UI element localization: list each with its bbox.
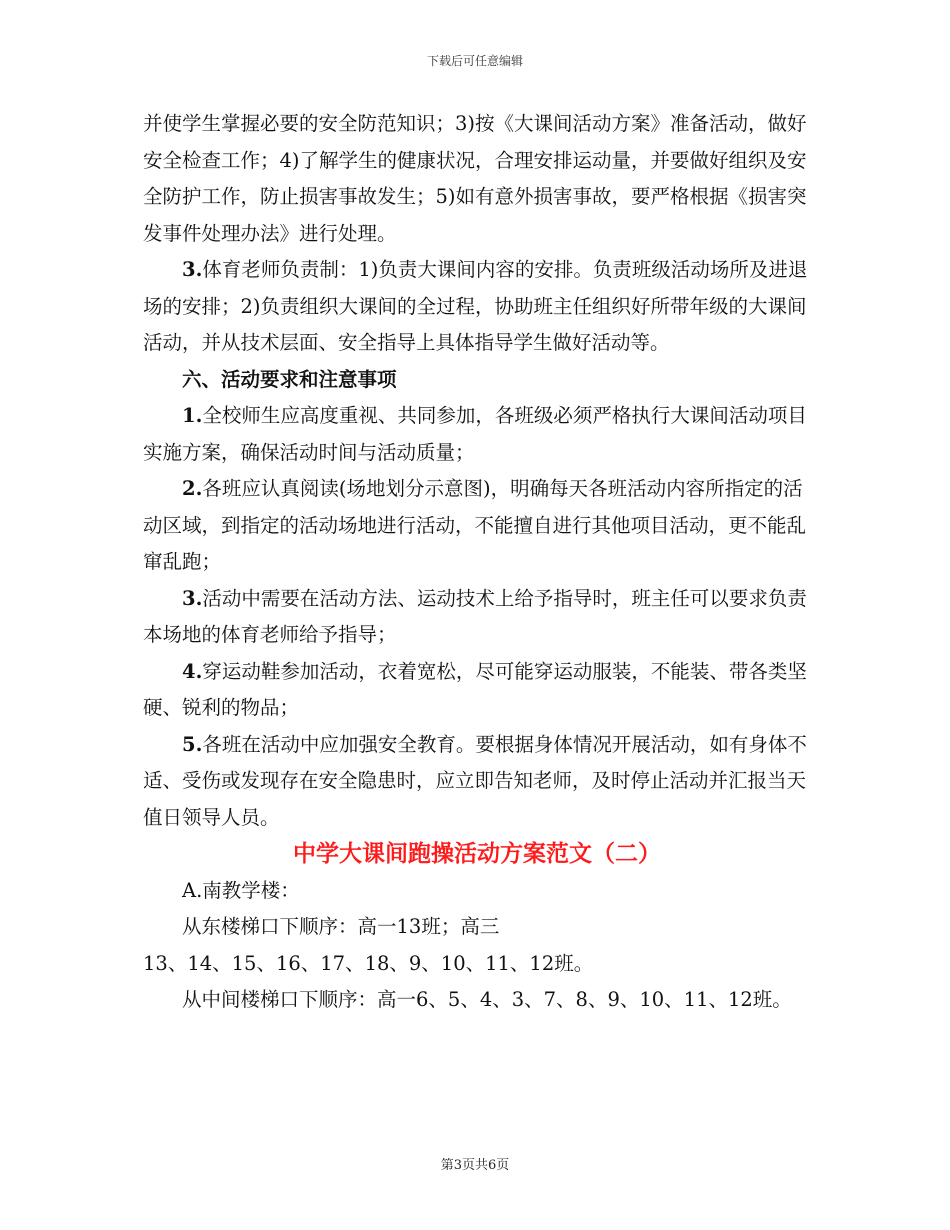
requirement-1 xyxy=(143,398,811,471)
paragraph-continuation: 并使学生掌握必要的安全防范知识；3)按《大课间活动方案》准备活动，做好安全检查工作；4)了解学生的健康状况，合理安排运动量，并要做好组织及安全防护工作，防止损害事故发生；5)如有意外损害事故，要严格根据《损害突发事件处理办法》进行处理。 xyxy=(143,112,807,245)
item-number: 5. xyxy=(182,732,203,756)
page-footer-number: 第3页共6页 xyxy=(440,1158,510,1173)
item-number: 3. xyxy=(182,586,203,610)
requirement-2 xyxy=(143,471,811,581)
requirement-3 xyxy=(143,581,811,654)
item-number: 4. xyxy=(182,659,203,683)
document-body xyxy=(143,106,811,1019)
item-text: 全校师生应高度重视、共同参加，各班级必须严格执行大课间活动项目实施方案，确保活动时间与活动质量； xyxy=(143,404,807,464)
item-number: 2. xyxy=(182,477,203,500)
item-text: 各班应认真阅读(场地划分示意图)，明确每天各班活动内容所指定的活动区域，到指定的活动场地进行活动，不能擅自进行其他项目活动，更不能乱窜乱跑； xyxy=(143,477,807,573)
section-heading-6: 六、活动要求和注意事项 xyxy=(182,367,397,391)
item-text: 活动中需要在活动方法、运动技术上给予指导时，班主任可以要求负责本场地的体育老师给予指导； xyxy=(143,586,807,646)
requirement-5 xyxy=(143,727,811,837)
item-text: 各班在活动中应加强安全教育。要根据身体情况开展活动，如有身体不适、受伤或发现存在安全隐患时，应立即告知老师，及时停止活动并汇报当天值日领导人员。 xyxy=(143,732,807,829)
east-stairs-order-continued: 13、14、15、16、17、18、9、10、11、12班。 xyxy=(143,951,594,975)
document-title: 中学大课间跑操活动方案范文（二） xyxy=(293,840,661,867)
item-number: 3. xyxy=(182,258,203,281)
building-a-label: A.南教学楼： xyxy=(182,878,300,902)
middle-stairs-order: 从中间楼梯口下顺序：高一6、5、4、3、7、8、9、10、11、12班。 xyxy=(182,988,792,1011)
item-text: 穿运动鞋参加活动，衣着宽松，尽可能穿运动服装，不能装、带各类坚硬、锐利的物品； xyxy=(143,659,807,719)
east-stairs-order: 从东楼梯口下顺序：高一13班；高三 xyxy=(182,915,500,938)
requirement-4 xyxy=(143,654,811,727)
item-number: 1. xyxy=(182,404,203,427)
page-header-note: 下载后可任意编辑 xyxy=(426,54,523,68)
item-text: 体育老师负责制：1)负责大课间内容的安排。负责班级活动场所及进退场的安排；2)负责组织大课间的全过程，协助班主任组织好所带年级的大课间活动，并从技术层面、安全指导上具体指导学生做好活动等。 xyxy=(143,258,808,354)
paragraph-item-3 xyxy=(143,252,811,362)
